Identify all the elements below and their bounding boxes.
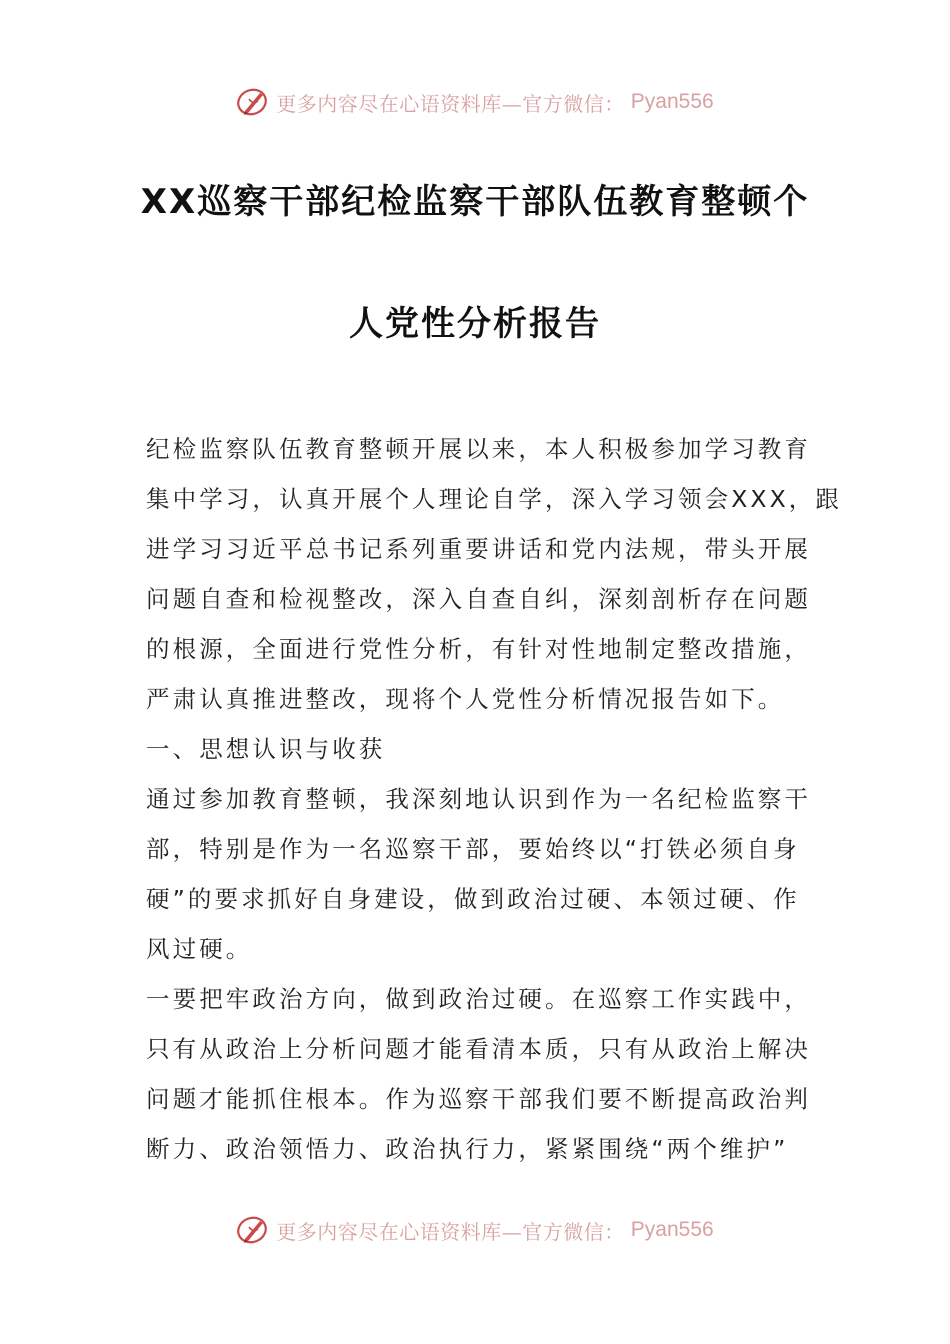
section-heading: 一、思想认识与收获	[146, 735, 386, 763]
body-line: 问题自查和检视整改，深入自查自纠，深刻剖析存在问题	[146, 585, 811, 613]
body-line: 问题才能抓住根本。作为巡察干部我们要不断提高政治判	[146, 1085, 811, 1113]
document-title-line-1: XX巡察干部纪检监察干部队伍教育整顿个	[140, 182, 810, 222]
header-watermark	[0, 82, 950, 122]
body-line: 的根源，全面进行党性分析，有针对性地制定整改措施，	[146, 635, 811, 663]
watermark-wechat-id: Pyan556	[630, 90, 714, 113]
body-line: 集中学习，认真开展个人理论自学，深入学习领会XXX，跟	[146, 485, 842, 513]
body-line: 通过参加教育整顿，我深刻地认识到作为一名纪检监察干	[146, 785, 811, 813]
pen-logo-icon	[236, 1213, 270, 1247]
body-line: 一要把牢政治方向，做到政治过硬。在巡察工作实践中，	[146, 985, 811, 1013]
body-line: 断力、政治领悟力、政治执行力，紧紧围绕“两个维护”	[146, 1135, 789, 1163]
body-line: 纪检监察队伍教育整顿开展以来，本人积极参加学习教育	[146, 435, 811, 463]
document-title-line-2: 人党性分析报告	[349, 304, 601, 344]
watermark-text: 更多内容尽在心语资料库—官方微信：	[276, 1219, 625, 1244]
body-line: 部，特别是作为一名巡察干部，要始终以“打铁必须自身	[146, 835, 800, 863]
body-line: 严肃认真推进整改，现将个人党性分析情况报告如下。	[146, 685, 785, 713]
body-line: 进学习习近平总书记系列重要讲话和党内法规，带头开展	[146, 535, 811, 563]
watermark-wechat-id: Pyan556	[630, 1218, 714, 1241]
body-line: 风过硬。	[146, 935, 253, 963]
body-line: 只有从政治上分析问题才能看清本质，只有从政治上解决	[146, 1035, 811, 1063]
watermark-text: 更多内容尽在心语资料库—官方微信：	[276, 91, 625, 116]
body-line: 硬”的要求抓好自身建设，做到政治过硬、本领过硬、作	[146, 885, 800, 913]
footer-watermark	[0, 1210, 950, 1250]
pen-logo-icon	[236, 85, 270, 119]
